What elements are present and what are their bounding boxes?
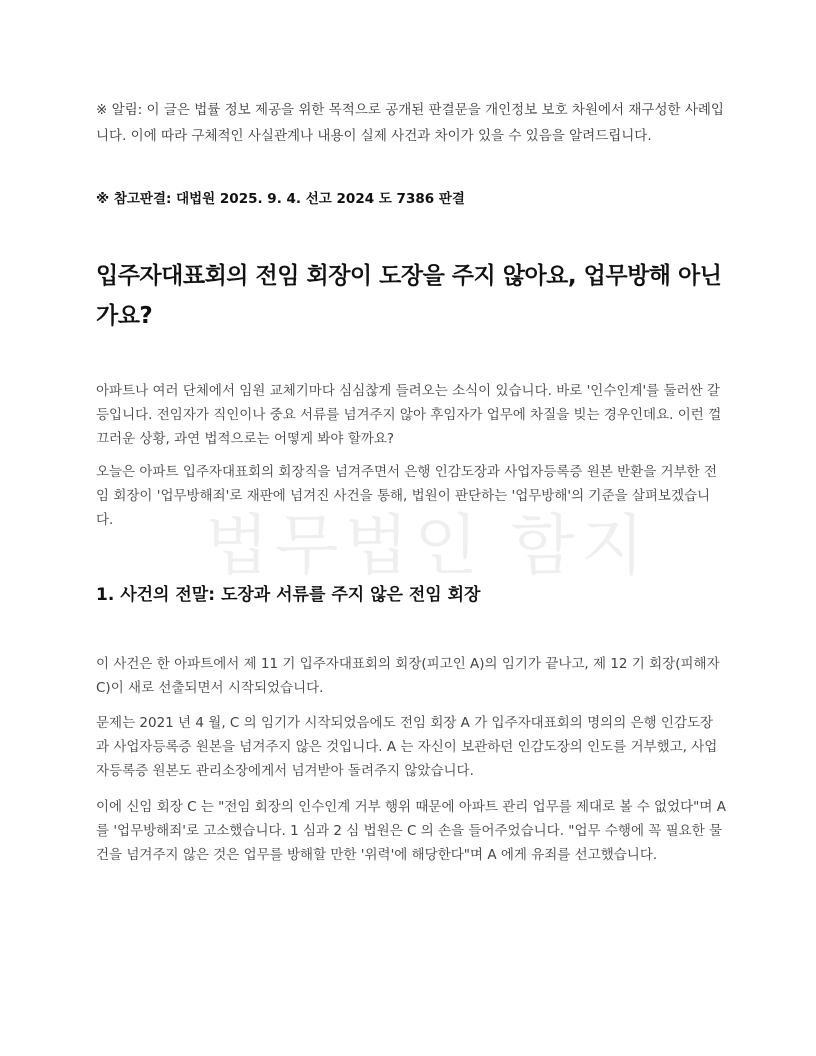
intro-paragraph: 아파트나 여러 단체에서 임원 교체기마다 심심찮게 들려오는 소식이 있습니다. 바로 '인수인계'를 둘러싼 갈등입니다. 전임자가 직인이나 중요 서류를 넘겨주지 않아 후임자가 업무에 차질을 빚는 경우인데요. 이런 껄끄러운 상황, 과연 법적으로는 어떻게 봐야 할까요?	[96, 383, 722, 447]
body-paragraph: 이 사건은 한 아파트에서 제 11 기 입주자대표회의 회장(피고인 A)의 임기가 끝나고, 제 12 기 회장(피해자 C)이 새로 선출되면서 시작되었습니다.	[96, 656, 720, 696]
intro-paragraph: 오늘은 아파트 입주자대표회의 회장직을 넘겨주면서 은행 인감도장과 사업자등록증 원본 반환을 거부한 전임 회장이 '업무방해죄'로 재판에 넘겨진 사건을 통해, 법원이 판단하는 '업무방해'의 기준을 살펴보겠습니다.	[96, 464, 718, 528]
reference-case: ※ 참고판결: 대법원 2025. 9. 4. 선고 2024 도 7386 판결	[96, 191, 465, 207]
body-paragraph: 이에 신임 회장 C 는 "전임 회장의 인수인계 거부 행위 때문에 아파트 관리 업무를 제대로 볼 수 없었다"며 A 를 '업무방해죄'로 고소했습니다. 1 심과 2 심 법원은 C 의 손을 들어주었습니다. "업무 수행에 꼭 필요한 물건을 넘겨주지 않은 것은 업무를 방해할 만한 '위력'에 해당한다"며 A 에게 유죄를 선고했습니다.	[96, 799, 726, 863]
page-title: 입주자대표회의 전임 회장이 도장을 주지 않아요, 업무방해 아닌가요?	[96, 263, 722, 329]
watermark-text: 법무법인 함지	[205, 507, 651, 584]
body-paragraph: 문제는 2021 년 4 월, C 의 임기가 시작되었음에도 전임 회장 A 가 입주자대표회의 명의의 은행 인감도장과 사업자등록증 원본을 넘겨주지 않은 것입니다. A 는 자신이 보관하던 인감도장의 인도를 거부했고, 사업자등록증 원본도 관리소장에게서 넘겨받아 돌려주지 않았습니다.	[96, 715, 718, 779]
section-heading: 1. 사건의 전말: 도장과 서류를 주지 않은 전임 회장	[96, 585, 481, 605]
notice-text: ※ 알림: 이 글은 법률 정보 제공을 위한 목적으로 공개된 판결문을 개인정보 보호 차원에서 재구성한 사례입니다. 이에 따라 구체적인 사실관계나 내용이 실제 사건과 차이가 있을 수 있음을 알려드립니다.	[96, 102, 724, 144]
